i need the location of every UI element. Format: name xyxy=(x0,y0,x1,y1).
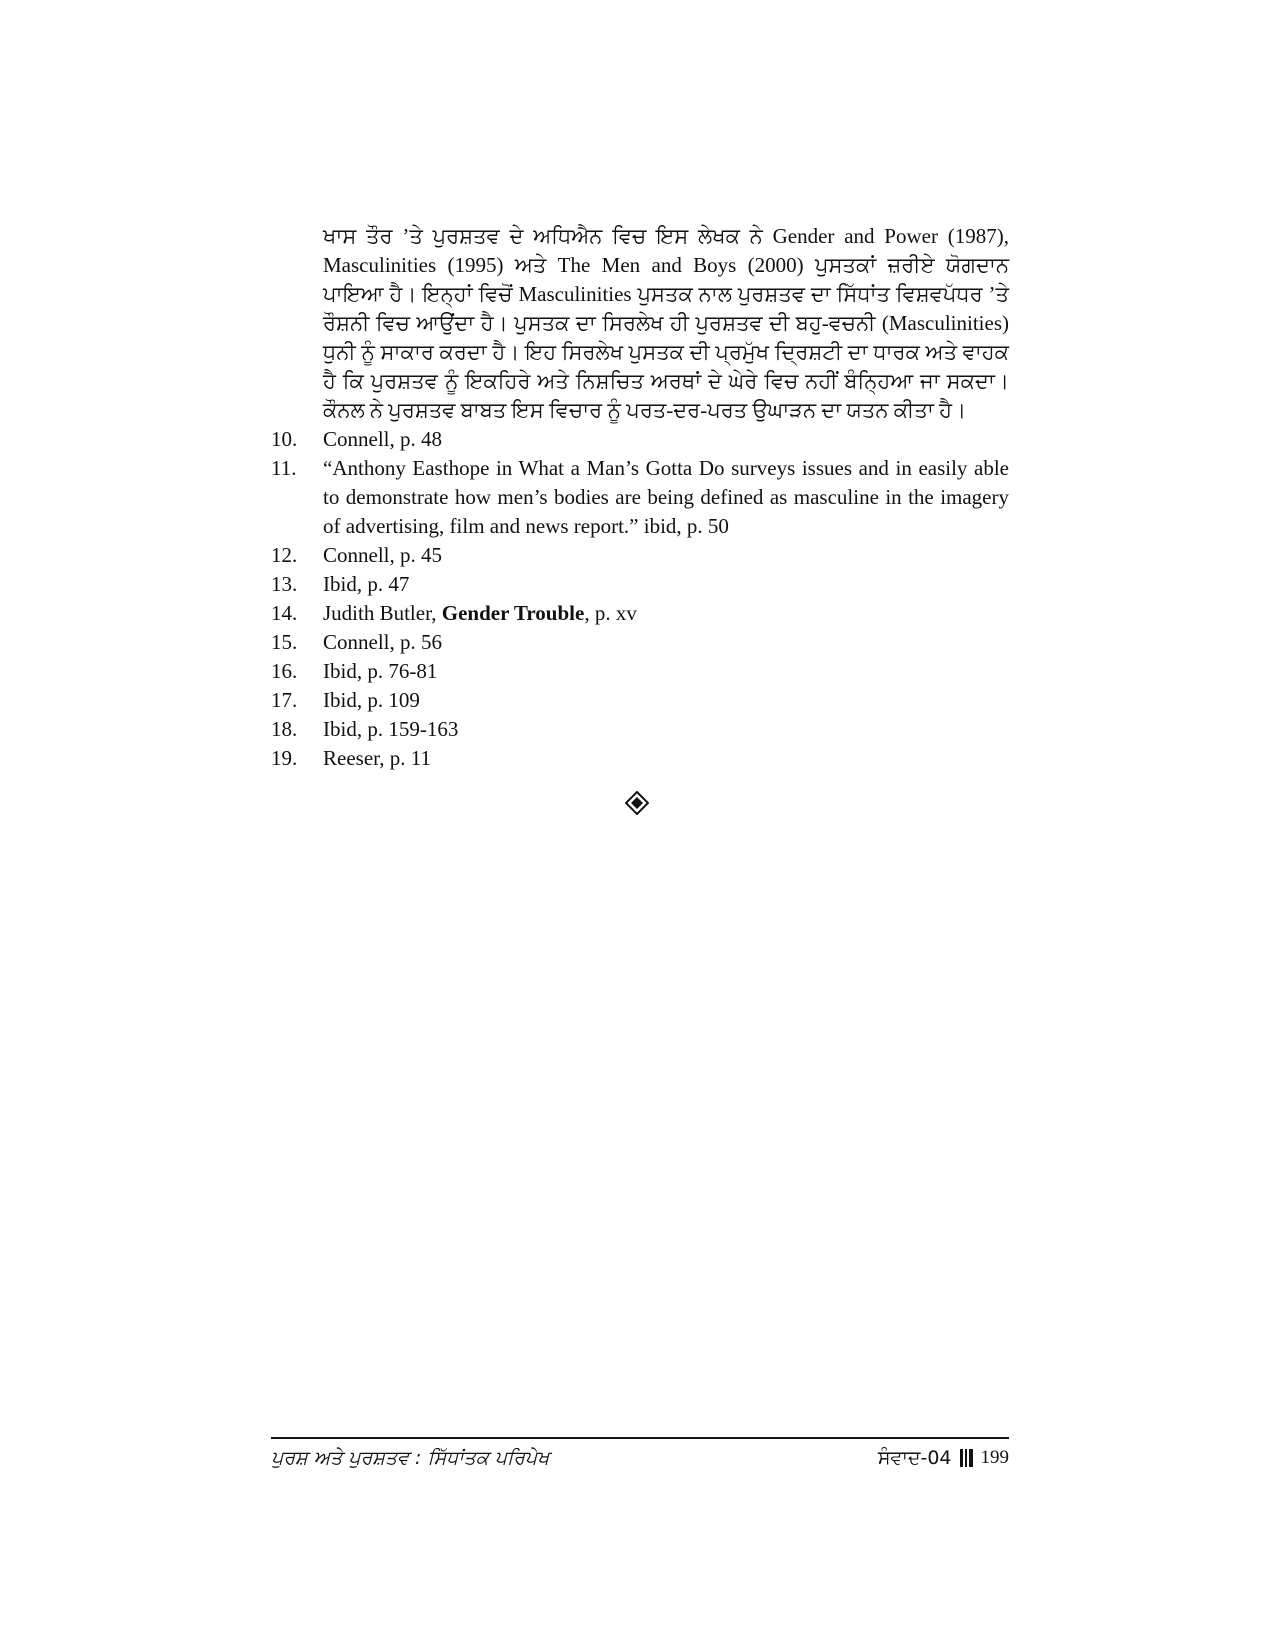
note-number: 14. xyxy=(271,601,298,625)
note-text: “Anthony Easthope in What a Man’s Gotta Do surveys issues and in easily able to demonstrate how men’s bodies are being defined as masculine in the imagery of advertising, film and news report.” ibid, p. 50 xyxy=(323,456,1009,538)
footer-rule xyxy=(271,1437,1009,1439)
note-number: 19. xyxy=(271,746,298,770)
note-continuation: ਖਾਸ ਤੌਰ ’ਤੇ ਪੁਰਸ਼ਤਵ ਦੇ ਅਧਿਐਨ ਵਿਚ ਇਸ ਲੇਖਕ ਨੇ Gender and Power (1987), Masculinities (1995) ਅਤੇ The Men and Boys (2000) ਪੁਸਤਕਾਂ ਜ਼ਰੀਏ ਯੋਗਦਾਨ ਪਾਇਆ ਹੈ। ਇਨ੍ਹਾਂ ਵਿਚੋਂ Masculinities ਪੁਸਤਕ ਨਾਲ ਪੁਰਸ਼ਤਵ ਦਾ ਸਿੱਧਾਂਤ ਵਿਸ਼ਵਪੱਧਰ ’ਤੇ ਰੌਸ਼ਨੀ ਵਿਚ ਆਉਂਦਾ ਹੈ। ਪੁਸਤਕ ਦਾ ਸਿਰਲੇਖ ਹੀ ਪੁਰਸ਼ਤਵ ਦੀ ਬਹੁ-ਵਚਨੀ (Masculinities) ਧੁਨੀ ਨੂੰ ਸਾਕਾਰ ਕਰਦਾ ਹੈ। ਇਹ ਸਿਰਲੇਖ ਪੁਸਤਕ ਦੀ ਪ੍ਰਮੁੱਖ ਦ੍ਰਿਸ਼ਟੀ ਦਾ ਧਾਰਕ ਅਤੇ ਵਾਹਕ ਹੈ ਕਿ ਪੁਰਸ਼ਤਵ ਨੂੰ ਇਕਹਿਰੇ ਅਤੇ ਨਿਸ਼ਚਿਤ ਅਰਥਾਂ ਦੇ ਘੇਰੇ ਵਿਚ ਨਹੀਂ ਬੰਨ੍ਹਿਆ ਜਾ ਸਕਦਾ। ਕੌਨਲ ਨੇ ਪੁਰਸ਼ਤਵ ਬਾਬਤ ਇਸ ਵਿਚਾਰ ਨੂੰ ਪਰਤ-ਦਰ-ਪਰਤ ਉਘਾੜਨ ਦਾ ਯਤਨ ਕੀਤਾ ਹੈ। xyxy=(323,224,1009,422)
footer-folio xyxy=(878,1447,1009,1469)
note-text: Connell, p. 45 xyxy=(323,543,442,567)
note-item xyxy=(271,628,1009,657)
note-item xyxy=(271,599,1009,628)
note-text: Connell, p. 48 xyxy=(323,427,442,451)
book-title: Gender Trouble xyxy=(441,601,585,625)
journal-name: ਸੰਵਾਦ-04 xyxy=(877,1447,952,1469)
note-text-post: , p. xv xyxy=(584,601,637,625)
note-text: Ibid, p. 47 xyxy=(323,572,410,596)
note-number: 15. xyxy=(271,630,298,654)
note-item xyxy=(271,570,1009,599)
note-number: 11. xyxy=(271,456,297,480)
running-title: ਪੁਰਸ਼ ਅਤੇ ਪੁਰਸ਼ਤਵ : ਸਿੱਧਾਂਤਕ ਪਰਿਪੇਖ xyxy=(271,1447,550,1469)
note-text xyxy=(323,599,1009,628)
endnotes xyxy=(271,222,1009,773)
note-text: Reeser, p. 11 xyxy=(323,746,432,770)
note-item xyxy=(271,715,1009,744)
note-text-pre: Judith Butler, xyxy=(323,601,442,625)
note-text: Connell, p. 56 xyxy=(323,630,442,654)
note-item xyxy=(271,686,1009,715)
note-number: 13. xyxy=(271,572,298,596)
note-number: 10. xyxy=(271,427,298,451)
note-text: Ibid, p. 109 xyxy=(323,688,420,712)
note-number: 18. xyxy=(271,717,298,741)
note-number: 12. xyxy=(271,543,298,567)
note-text: Ibid, p. 159-163 xyxy=(323,717,459,741)
note-item xyxy=(271,744,1009,773)
note-item xyxy=(271,454,1009,541)
diamond-ornament-icon xyxy=(625,791,649,815)
note-item xyxy=(271,541,1009,570)
note-text: Ibid, p. 76-81 xyxy=(323,659,438,683)
note-item xyxy=(271,425,1009,454)
note-item xyxy=(271,657,1009,686)
note-number: 17. xyxy=(271,688,298,712)
page-number: 199 xyxy=(980,1447,1009,1468)
bars-icon xyxy=(960,1449,973,1467)
note-number: 16. xyxy=(271,659,298,683)
